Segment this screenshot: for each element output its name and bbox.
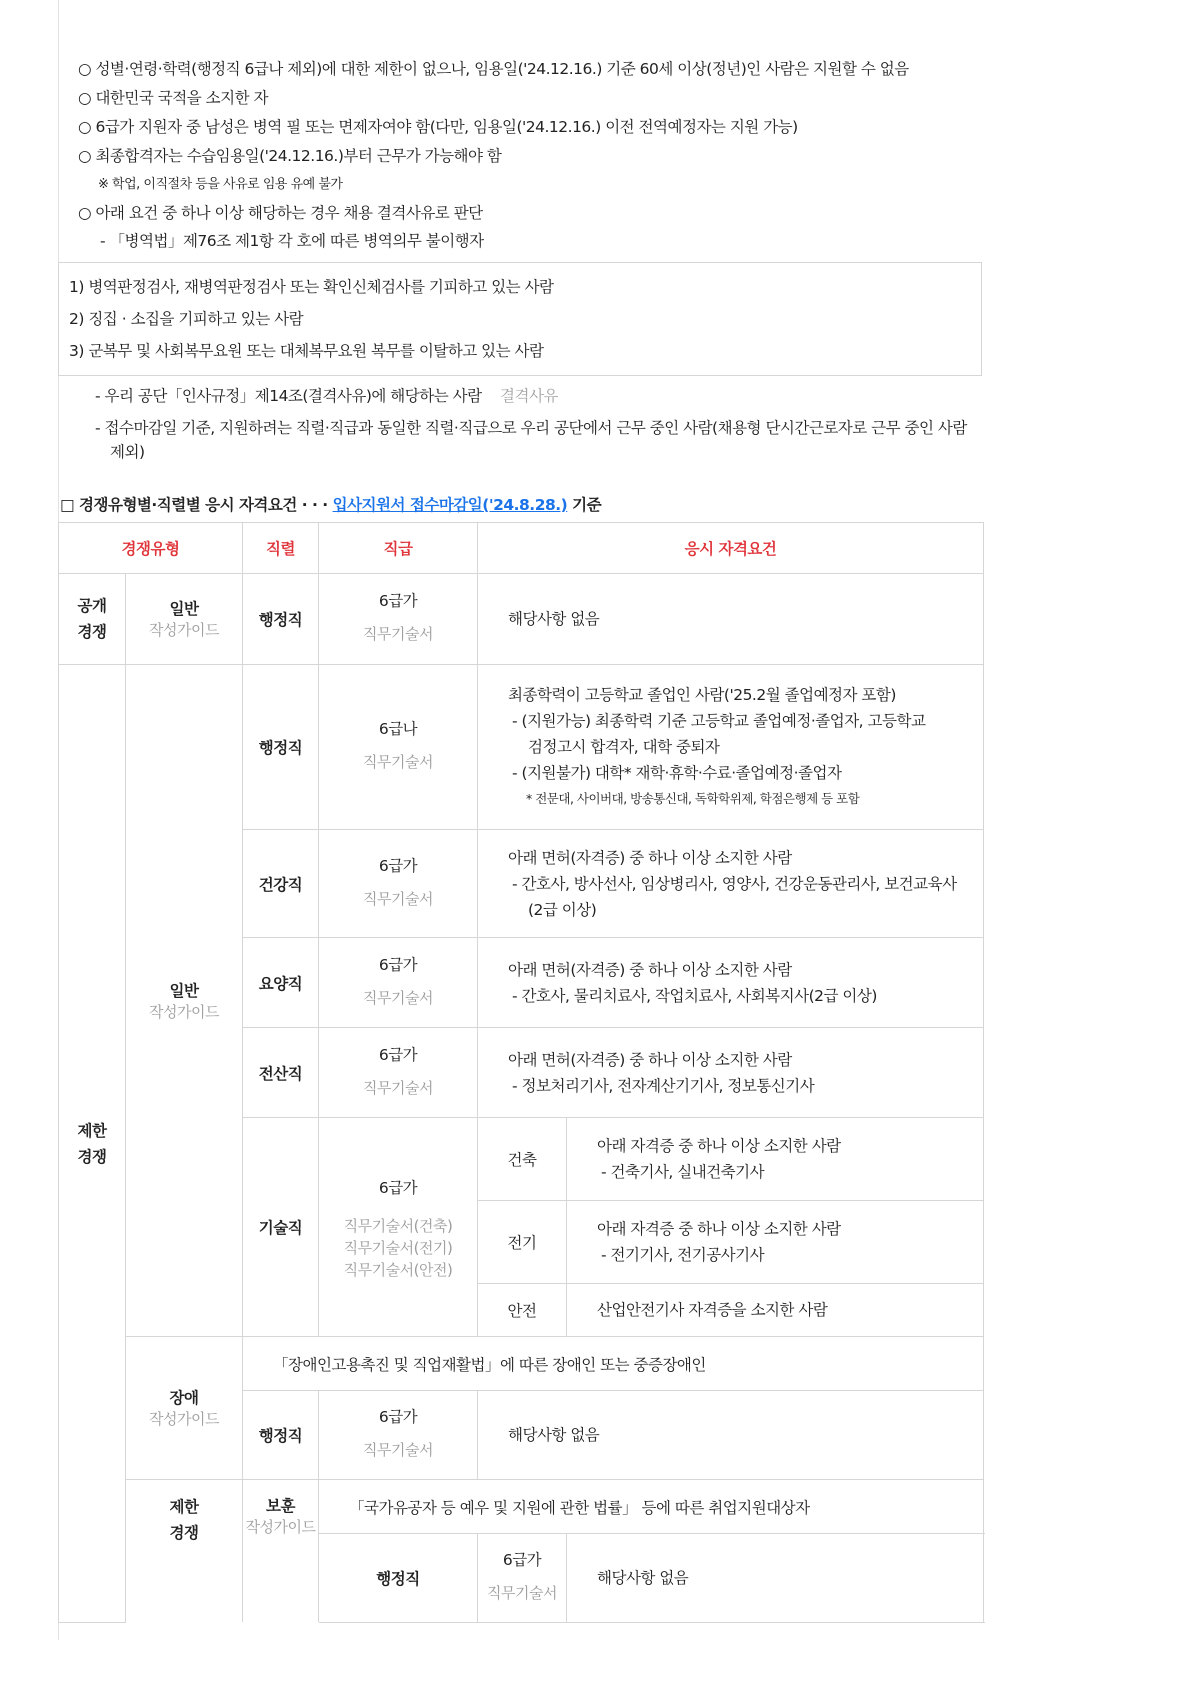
- disqualification-link[interactable]: 결격사유: [500, 387, 558, 405]
- type-limited: 제한 경쟁: [59, 665, 126, 1623]
- header-type: 경쟁유형: [59, 523, 243, 574]
- note-no-deferral: ※ 학업, 이직절차 등을 사유로 임용 유예 불가: [98, 177, 343, 192]
- grade-cell: [478, 1534, 567, 1623]
- jd-link[interactable]: 직무기술서: [363, 1441, 433, 1459]
- header-series: 직렬: [243, 523, 319, 574]
- grade-cell: [319, 938, 478, 1028]
- grade-label: 6급가: [378, 1179, 418, 1197]
- req-line: - 건축기사, 실내건축기사: [601, 1163, 765, 1181]
- veteran-note: 「국가유공자 등 예우 및 지원에 관한 법률」 등에 따른 취업지원대상자: [319, 1480, 984, 1534]
- box-item-2: 2) 징집 · 소집을 기피하고 있는 사람: [69, 310, 304, 328]
- grade-cell: [319, 830, 478, 938]
- guide-link[interactable]: 작성가이드: [149, 621, 219, 639]
- bullet-military: ○ 6급가 지원자 중 남성은 병역 필 또는 면제자여야 함(다만, 임용일('24.12.16.) 이전 전역예정자는 지원 가능): [78, 118, 798, 136]
- req-line: - 전기기사, 전기공사기사: [601, 1246, 765, 1264]
- dash-hr-rule-text: - 우리 공단「인사규정」제14조(결격사유)에 해당하는 사람: [95, 387, 482, 405]
- series-admin: 행정직: [243, 574, 319, 665]
- req-line: 아래 자격증 중 하나 이상 소지한 사람: [597, 1137, 841, 1155]
- qualification-table: [58, 522, 984, 1623]
- req-line: - (지원가능) 최종학력 기준 고등학교 졸업예정·졸업자, 고등학교: [512, 712, 926, 730]
- jd-link[interactable]: 직무기술서: [363, 1078, 433, 1097]
- req-care: [478, 938, 984, 1028]
- series-it: 전산직: [243, 1028, 319, 1118]
- req-admin-6na: [478, 665, 984, 830]
- bullet-disqualification: ○ 아래 요건 중 하나 이상 해당하는 경우 채용 결격사유로 판단: [78, 204, 483, 222]
- jd-link-arch[interactable]: 직무기술서(건축): [343, 1217, 453, 1235]
- req-line: 아래 면허(자격증) 중 하나 이상 소지한 사람: [508, 848, 792, 867]
- grade-cell: [319, 1028, 478, 1118]
- req-footnote: * 전문대, 사이버대, 방송통신대, 독학학위제, 학점은행제 등 포함: [526, 791, 860, 806]
- req-elec: [567, 1201, 984, 1284]
- table-row: [59, 665, 984, 830]
- grade-label: 6급가: [378, 1408, 418, 1426]
- req-line: 최종학력이 고등학교 졸업인 사람('25.2월 졸업예정자 포함): [508, 686, 896, 704]
- open-general-cell: [126, 574, 243, 665]
- grade-label: 6급가: [378, 955, 418, 974]
- series-admin: 행정직: [243, 1391, 319, 1480]
- military-violations-box: [58, 262, 982, 376]
- grade-label: 6급나: [378, 720, 418, 738]
- disabled-note: 「장애인고용촉진 및 직업재활법」에 따른 장애인 또는 중증장애인: [243, 1337, 984, 1391]
- jd-link[interactable]: 직무기술서: [363, 988, 433, 1007]
- jd-link[interactable]: 직무기술서: [487, 1584, 557, 1602]
- type-limited-veteran: 제한 경쟁: [126, 1480, 243, 1623]
- req-line: - (지원불가) 대학* 재학·휴학·수료·졸업예정·졸업자: [512, 764, 842, 782]
- veteran-cell: [243, 1480, 319, 1623]
- req-line: 검정고시 합격자, 대학 중퇴자: [528, 738, 720, 756]
- box-item-1: 1) 병역판정검사, 재병역판정검사 또는 확인신체검사를 기피하고 있는 사람: [69, 278, 554, 296]
- grade-label: 6급가: [378, 856, 418, 875]
- guide-link[interactable]: 작성가이드: [245, 1518, 316, 1536]
- series-admin: 행정직: [243, 665, 319, 830]
- limited-general-cell: [126, 665, 243, 1337]
- type-open: 공개 경쟁: [59, 574, 126, 665]
- grade-cell: [319, 574, 478, 665]
- disabled-cell: [126, 1337, 243, 1480]
- open-general-label: 일반: [169, 600, 199, 618]
- req-line: 아래 자격증 중 하나 이상 소지한 사람: [597, 1220, 841, 1238]
- header-grade: 직급: [319, 523, 478, 574]
- req-line: - 간호사, 방사선사, 임상병리사, 영양사, 건강운동관리사, 보건교육사: [512, 874, 957, 893]
- table-row: [59, 1337, 984, 1391]
- req-none: 해당사항 없음: [478, 574, 984, 665]
- req-health: [478, 830, 984, 938]
- limited-general-label: 일반: [169, 981, 199, 1000]
- deadline-link[interactable]: 입사지원서 접수마감일('24.8.28.): [332, 496, 568, 514]
- req-line: 아래 면허(자격증) 중 하나 이상 소지한 사람: [508, 1050, 792, 1069]
- grade-cell: [319, 665, 478, 830]
- req-line: - 정보처리기사, 전자계산기기사, 정보통신기사: [512, 1076, 815, 1095]
- req-arch: [567, 1118, 984, 1201]
- field-arch: 건축: [478, 1118, 567, 1201]
- box-item-3: 3) 군복무 및 사회복무요원 또는 대체복무요원 복무를 이탈하고 있는 사람: [69, 342, 544, 360]
- req-safety: 산업안전기사 자격증을 소지한 사람: [567, 1284, 984, 1337]
- grade-cell: [319, 1391, 478, 1480]
- table-row: [59, 1480, 984, 1534]
- jd-link[interactable]: 직무기술서: [363, 889, 433, 908]
- jd-link[interactable]: 직무기술서: [363, 753, 433, 771]
- grade-label: 6급가: [502, 1551, 542, 1569]
- dash-current-employee-cont: 제외): [110, 443, 145, 461]
- section-heading-text: □ 경쟁유형별·직렬별 응시 자격요건 · · ·: [60, 496, 333, 514]
- field-safety: 안전: [478, 1284, 567, 1337]
- disabled-label: 장애: [169, 1389, 199, 1407]
- dash-current-employee-text: - 접수마감일 기준, 지원하려는 직렬·직급과 동일한 직렬·직급으로 우리 공단에서 근무 중인 사람(채용형 단시간근로자로 근무 중인 사람: [95, 419, 967, 437]
- series-care: 요양직: [243, 938, 319, 1028]
- veteran-label: 보훈: [266, 1497, 295, 1515]
- req-line: 아래 면허(자격증) 중 하나 이상 소지한 사람: [508, 960, 792, 979]
- req-line: - 간호사, 물리치료사, 작업치료사, 사회복지사(2급 이상): [512, 986, 877, 1005]
- grade-label: 6급가: [378, 1045, 418, 1064]
- section-heading: [60, 493, 601, 515]
- req-it: [478, 1028, 984, 1118]
- guide-link[interactable]: 작성가이드: [149, 1410, 219, 1428]
- grade-cell: [319, 1118, 478, 1337]
- req-none: 해당사항 없음: [567, 1534, 984, 1623]
- req-line: (2급 이상): [528, 900, 597, 919]
- jd-link[interactable]: 직무기술서: [363, 625, 433, 643]
- table-header-row: [59, 523, 984, 574]
- jd-link-elec[interactable]: 직무기술서(전기): [343, 1239, 453, 1257]
- series-admin: 행정직: [319, 1534, 478, 1623]
- bullet-nationality: ○ 대한민국 국적을 소지한 자: [78, 89, 268, 107]
- series-tech: 기술직: [243, 1118, 319, 1337]
- guide-link[interactable]: 작성가이드: [149, 1002, 219, 1021]
- dash-hr-rule: [95, 384, 558, 408]
- field-elec: 전기: [478, 1201, 567, 1284]
- grade-label: 6급가: [378, 592, 418, 610]
- section-heading-suffix: 기준: [567, 496, 602, 514]
- req-none: 해당사항 없음: [478, 1391, 984, 1480]
- bullet-eligibility: ○ 성별·연령·학력(행정직 6급나 제외)에 대한 제한이 없으나, 임용일('24.12.16.) 기준 60세 이상(정년)인 사람은 지원할 수 없음: [78, 60, 909, 78]
- jd-link-safety[interactable]: 직무기술서(안전): [343, 1261, 453, 1279]
- dash-current-employee: [95, 416, 975, 464]
- series-health: 건강직: [243, 830, 319, 938]
- bullet-start-date: ○ 최종합격자는 수습임용일('24.12.16.)부터 근무가 가능해야 함: [78, 147, 502, 165]
- table-row: [59, 574, 984, 665]
- header-requirements: 응시 자격요건: [478, 523, 984, 574]
- dash-military-law: - 「병역법」제76조 제1항 각 호에 따른 병역의무 불이행자: [100, 232, 484, 250]
